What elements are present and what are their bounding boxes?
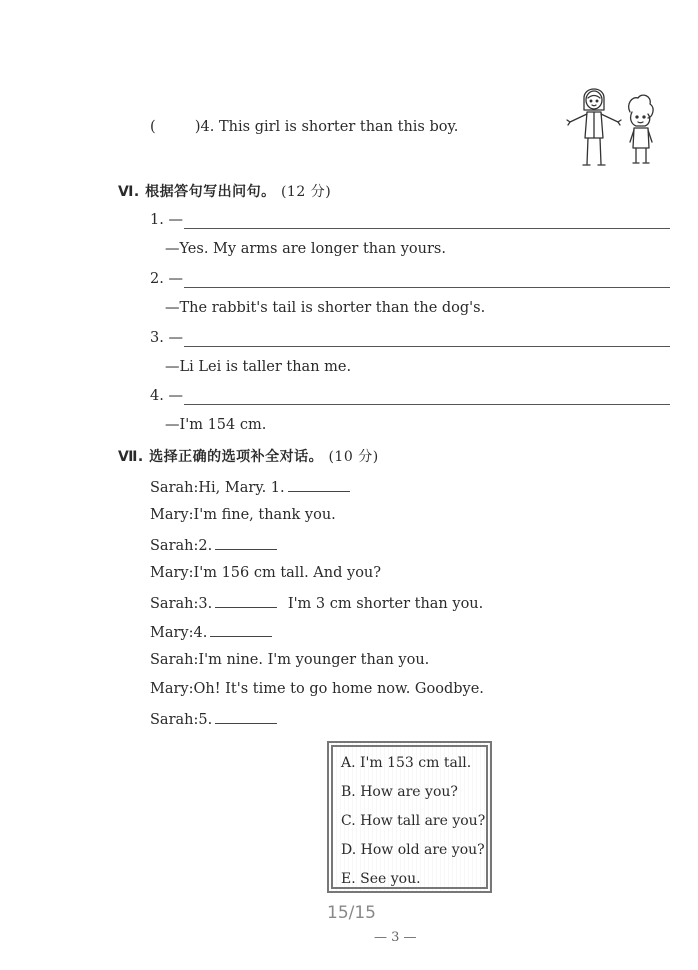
option-b: B. How are you?	[341, 784, 458, 800]
speaker: Sarah:	[150, 596, 199, 612]
option-c: C. How tall are you?	[341, 813, 486, 829]
option-e: E. See you.	[341, 871, 421, 887]
speaker: Sarah:	[150, 712, 199, 728]
section-6-heading	[118, 181, 331, 201]
page-indicator: 15/15	[327, 903, 376, 923]
dialogue-line	[150, 680, 484, 698]
dialogue-line	[150, 477, 350, 497]
section-7-numeral: Ⅶ.	[118, 449, 144, 465]
line-text: 2.	[198, 538, 213, 554]
options-box	[327, 741, 492, 893]
section-6-score: (12 分)	[280, 184, 332, 200]
s6-item-1-answer-line[interactable]	[184, 228, 670, 229]
blank-3[interactable]	[215, 593, 277, 608]
section-6-numeral: Ⅵ.	[118, 184, 140, 200]
line-text: 4.	[193, 625, 208, 641]
line-text: 3.	[198, 596, 213, 612]
speaker: Mary:	[150, 681, 194, 697]
speaker: Sarah:	[150, 480, 199, 496]
dialogue-line	[150, 622, 272, 642]
blank-2[interactable]	[215, 535, 277, 550]
s6-item-2-num: 2. —	[150, 271, 183, 287]
blank-1[interactable]	[288, 477, 350, 492]
question-4-text: )4. This girl is shorter than this boy.	[194, 119, 459, 135]
s6-item-3-answer-line[interactable]	[184, 346, 670, 347]
section-7-title: 选择正确的选项补全对话。	[149, 449, 324, 465]
speaker: Mary:	[150, 625, 194, 641]
blank-4[interactable]	[210, 622, 272, 637]
speaker: Mary:	[150, 507, 194, 523]
line-text: I'm 156 cm tall. And you?	[193, 565, 382, 581]
speaker: Sarah:	[150, 652, 199, 668]
question-4	[150, 118, 458, 136]
s6-item-2-answer: —The rabbit's tail is shorter than the dog's.	[165, 300, 486, 316]
s6-item-2-answer-line[interactable]	[184, 287, 670, 288]
speaker: Mary:	[150, 565, 194, 581]
s6-item-3-num: 3. —	[150, 330, 183, 346]
s6-item-1-num: 1. —	[150, 212, 183, 228]
answer-paren: (	[150, 119, 156, 135]
dialogue-line	[150, 506, 336, 524]
line-text: 5.	[198, 712, 213, 728]
line-text: Hi, Mary. 1.	[198, 480, 285, 496]
s6-item-3-answer: —Li Lei is taller than me.	[165, 359, 352, 375]
dialogue-line	[150, 651, 429, 669]
section-6-title: 根据答句写出问句。	[145, 184, 276, 200]
s6-item-1-answer: —Yes. My arms are longer than yours.	[165, 241, 446, 257]
dialogue-line	[150, 709, 277, 729]
line-text-after: I'm 3 cm shorter than you.	[287, 596, 484, 612]
s6-item-4-answer: —I'm 154 cm.	[165, 417, 267, 433]
dialogue-line	[150, 535, 277, 555]
speaker: Sarah:	[150, 538, 199, 554]
line-text: Oh! It's time to go home now. Goodbye.	[193, 681, 484, 697]
option-a: A. I'm 153 cm tall.	[341, 755, 472, 771]
line-text: I'm fine, thank you.	[193, 507, 336, 523]
s6-item-4-answer-line[interactable]	[184, 404, 670, 405]
option-d: D. How old are you?	[341, 842, 485, 858]
blank-5[interactable]	[215, 709, 277, 724]
girl-and-boy-illustration	[562, 82, 657, 170]
dialogue-line	[150, 564, 381, 582]
dialogue-line	[150, 593, 483, 613]
page-number-footer: — 3 —	[374, 930, 417, 945]
section-7-heading	[118, 446, 379, 466]
line-text: I'm nine. I'm younger than you.	[198, 652, 430, 668]
section-7-score: (10 分)	[328, 449, 379, 465]
s6-item-4-num: 4. —	[150, 388, 183, 404]
